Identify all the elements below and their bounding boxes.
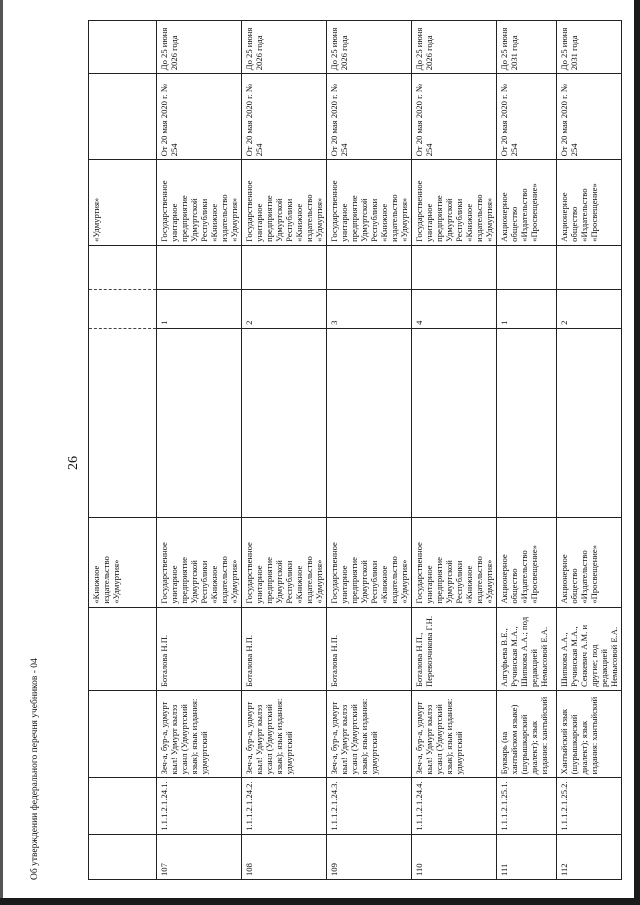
table-row: [412, 21, 497, 880]
table-row: [327, 21, 412, 880]
row-code: 1.1.1.2.1.25.2.: [557, 778, 622, 834]
row-title: Зеч-а, бур-а, удмурт кыл! Удмурт кылэз усанл (Удмуртский язык); язык издания: удмуртский: [412, 691, 497, 778]
row-org: Государственное унитарное предприятие Удмуртской Республики «Книжное издательство «Удмуртия»: [242, 160, 327, 245]
row-grade: 2: [557, 289, 622, 328]
row-authors: Боталова Н.П.: [327, 607, 412, 690]
table-row: [157, 21, 242, 880]
row-number: 112: [557, 834, 622, 879]
row-order: От 20 мая 2020 г. № 254: [327, 74, 412, 160]
row-order: От 20 мая 2020 г. № 254: [242, 74, 327, 160]
row-order: От 20 мая 2020 г. № 254: [412, 74, 497, 160]
row-term: До 25 июня 2031 года: [497, 21, 557, 74]
row-number: 108: [242, 834, 327, 879]
row-org: Государственное унитарное предприятие Удмуртской Республики «Книжное издательство «Удмуртия»: [157, 160, 242, 245]
scan-edge-bottom: [0, 898, 640, 905]
row-term: До 25 июня 2026 года: [157, 21, 242, 74]
row-publisher: Акционерное общество «Издательство «Просвещение»: [497, 518, 557, 607]
row-org: Акционерное общество «Издательство «Просвещение»: [557, 160, 622, 245]
row-grade: 2: [242, 289, 327, 328]
row-org: Государственное унитарное предприятие Удмуртской Республики «Книжное издательство «Удмуртия»: [327, 160, 412, 245]
row-authors: Боталова Н.П., Перевозчикова Г.Н.: [412, 607, 497, 690]
row-term: До 25 июня 2026 года: [412, 21, 497, 74]
row-publisher: Государственное унитарное предприятие Удмуртской Республики «Книжное издательство «Удмуртия»: [157, 518, 242, 607]
row-grade: 4: [412, 289, 497, 328]
row-title: Зеч-а, бур-а, удмурт кыл! Удмурт кылэз усанл (Удмуртский язык); язык издания: удмуртский: [327, 691, 412, 778]
row-code: 1.1.1.2.1.24.2.: [242, 778, 327, 834]
row-title: Хантыйский язык (шурышкарский диалект); язык издания: хантыйский: [557, 691, 622, 778]
row-org: Государственное унитарное предприятие Удмуртской Республики «Книжное издательство «Удмуртия»: [412, 160, 497, 245]
row-publisher: Государственное унитарное предприятие Удмуртской Республики «Книжное издательство «Удмуртия»: [327, 518, 412, 607]
scan-edge-right: [634, 0, 640, 905]
row-grade: 3: [327, 289, 412, 328]
row-title: Зеч-а, бур-а, удмурт кыл! Удмурт кылэз усанл (Удмуртский язык); язык издания: удмуртский: [157, 691, 242, 778]
continuation-publisher: «Книжное издательство «Удмуртия»: [89, 518, 157, 607]
row-authors: Боталова Н.П.: [242, 607, 327, 690]
row-term: До 25 июня 2026 года: [327, 21, 412, 74]
textbook-list-table: [88, 20, 622, 880]
row-publisher: Акционерное общество «Издательство «Просвещение»: [557, 518, 622, 607]
row-title: Зеч-а, бур-а, удмурт кыл! Удмурт кылэз усанл (Удмуртский язык); язык издания: удмуртский: [242, 691, 327, 778]
row-authors: Алгуфьева В.Е., Ручинская М.А., Шипкова А.А.; под редакцией Немысовой Е.А.: [497, 607, 557, 690]
table-row: [242, 21, 327, 880]
row-publisher: Государственное унитарное предприятие Удмуртской Республики «Книжное издательство «Удмуртия»: [412, 518, 497, 607]
table-row: [497, 21, 557, 880]
continuation-row: [89, 21, 157, 880]
continuation-org: «Удмуртия»: [89, 160, 157, 245]
row-code: 1.1.1.2.1.24.3.: [327, 778, 412, 834]
row-order: От 20 мая 2020 г. № 254: [497, 74, 557, 160]
row-authors: Боталова Н.П.: [157, 607, 242, 690]
row-number: 111: [497, 834, 557, 879]
document-footer: Об утверждении федерального перечня учебников - 04: [30, 658, 40, 880]
row-grade: 1: [497, 289, 557, 328]
scan-edge-left: [0, 0, 3, 905]
row-number: 110: [412, 834, 497, 879]
row-number: 107: [157, 834, 242, 879]
row-title: Букварь (на хантыйском языке) (шурышкарский диалект); язык издания: хантыйский: [497, 691, 557, 778]
row-code: 1.1.1.2.1.24.4.: [412, 778, 497, 834]
row-code: 1.1.1.2.1.24.1.: [157, 778, 242, 834]
row-order: От 20 мая 2020 г. № 254: [557, 74, 622, 160]
row-number: 109: [327, 834, 412, 879]
row-code: 1.1.1.2.1.25.1.: [497, 778, 557, 834]
row-publisher: Государственное унитарное предприятие Удмуртской Республики «Книжное издательство «Удмуртия»: [242, 518, 327, 607]
row-order: От 20 мая 2020 г. № 254: [157, 74, 242, 160]
row-authors: Шипкова А.А., Ручинская М.А., Сенкевич А.М. и другие; под редакцией Немысовой Е.А.: [557, 607, 622, 690]
table-row: [557, 21, 622, 880]
row-grade: 1: [157, 289, 242, 328]
row-org: Акционерное общество «Издательство «Просвещение»: [497, 160, 557, 245]
row-term: До 25 июня 2031 года: [557, 21, 622, 74]
row-term: До 25 июня 2026 года: [242, 21, 327, 74]
rotated-document-page: [30, 20, 619, 880]
page-number: 26: [66, 456, 81, 470]
